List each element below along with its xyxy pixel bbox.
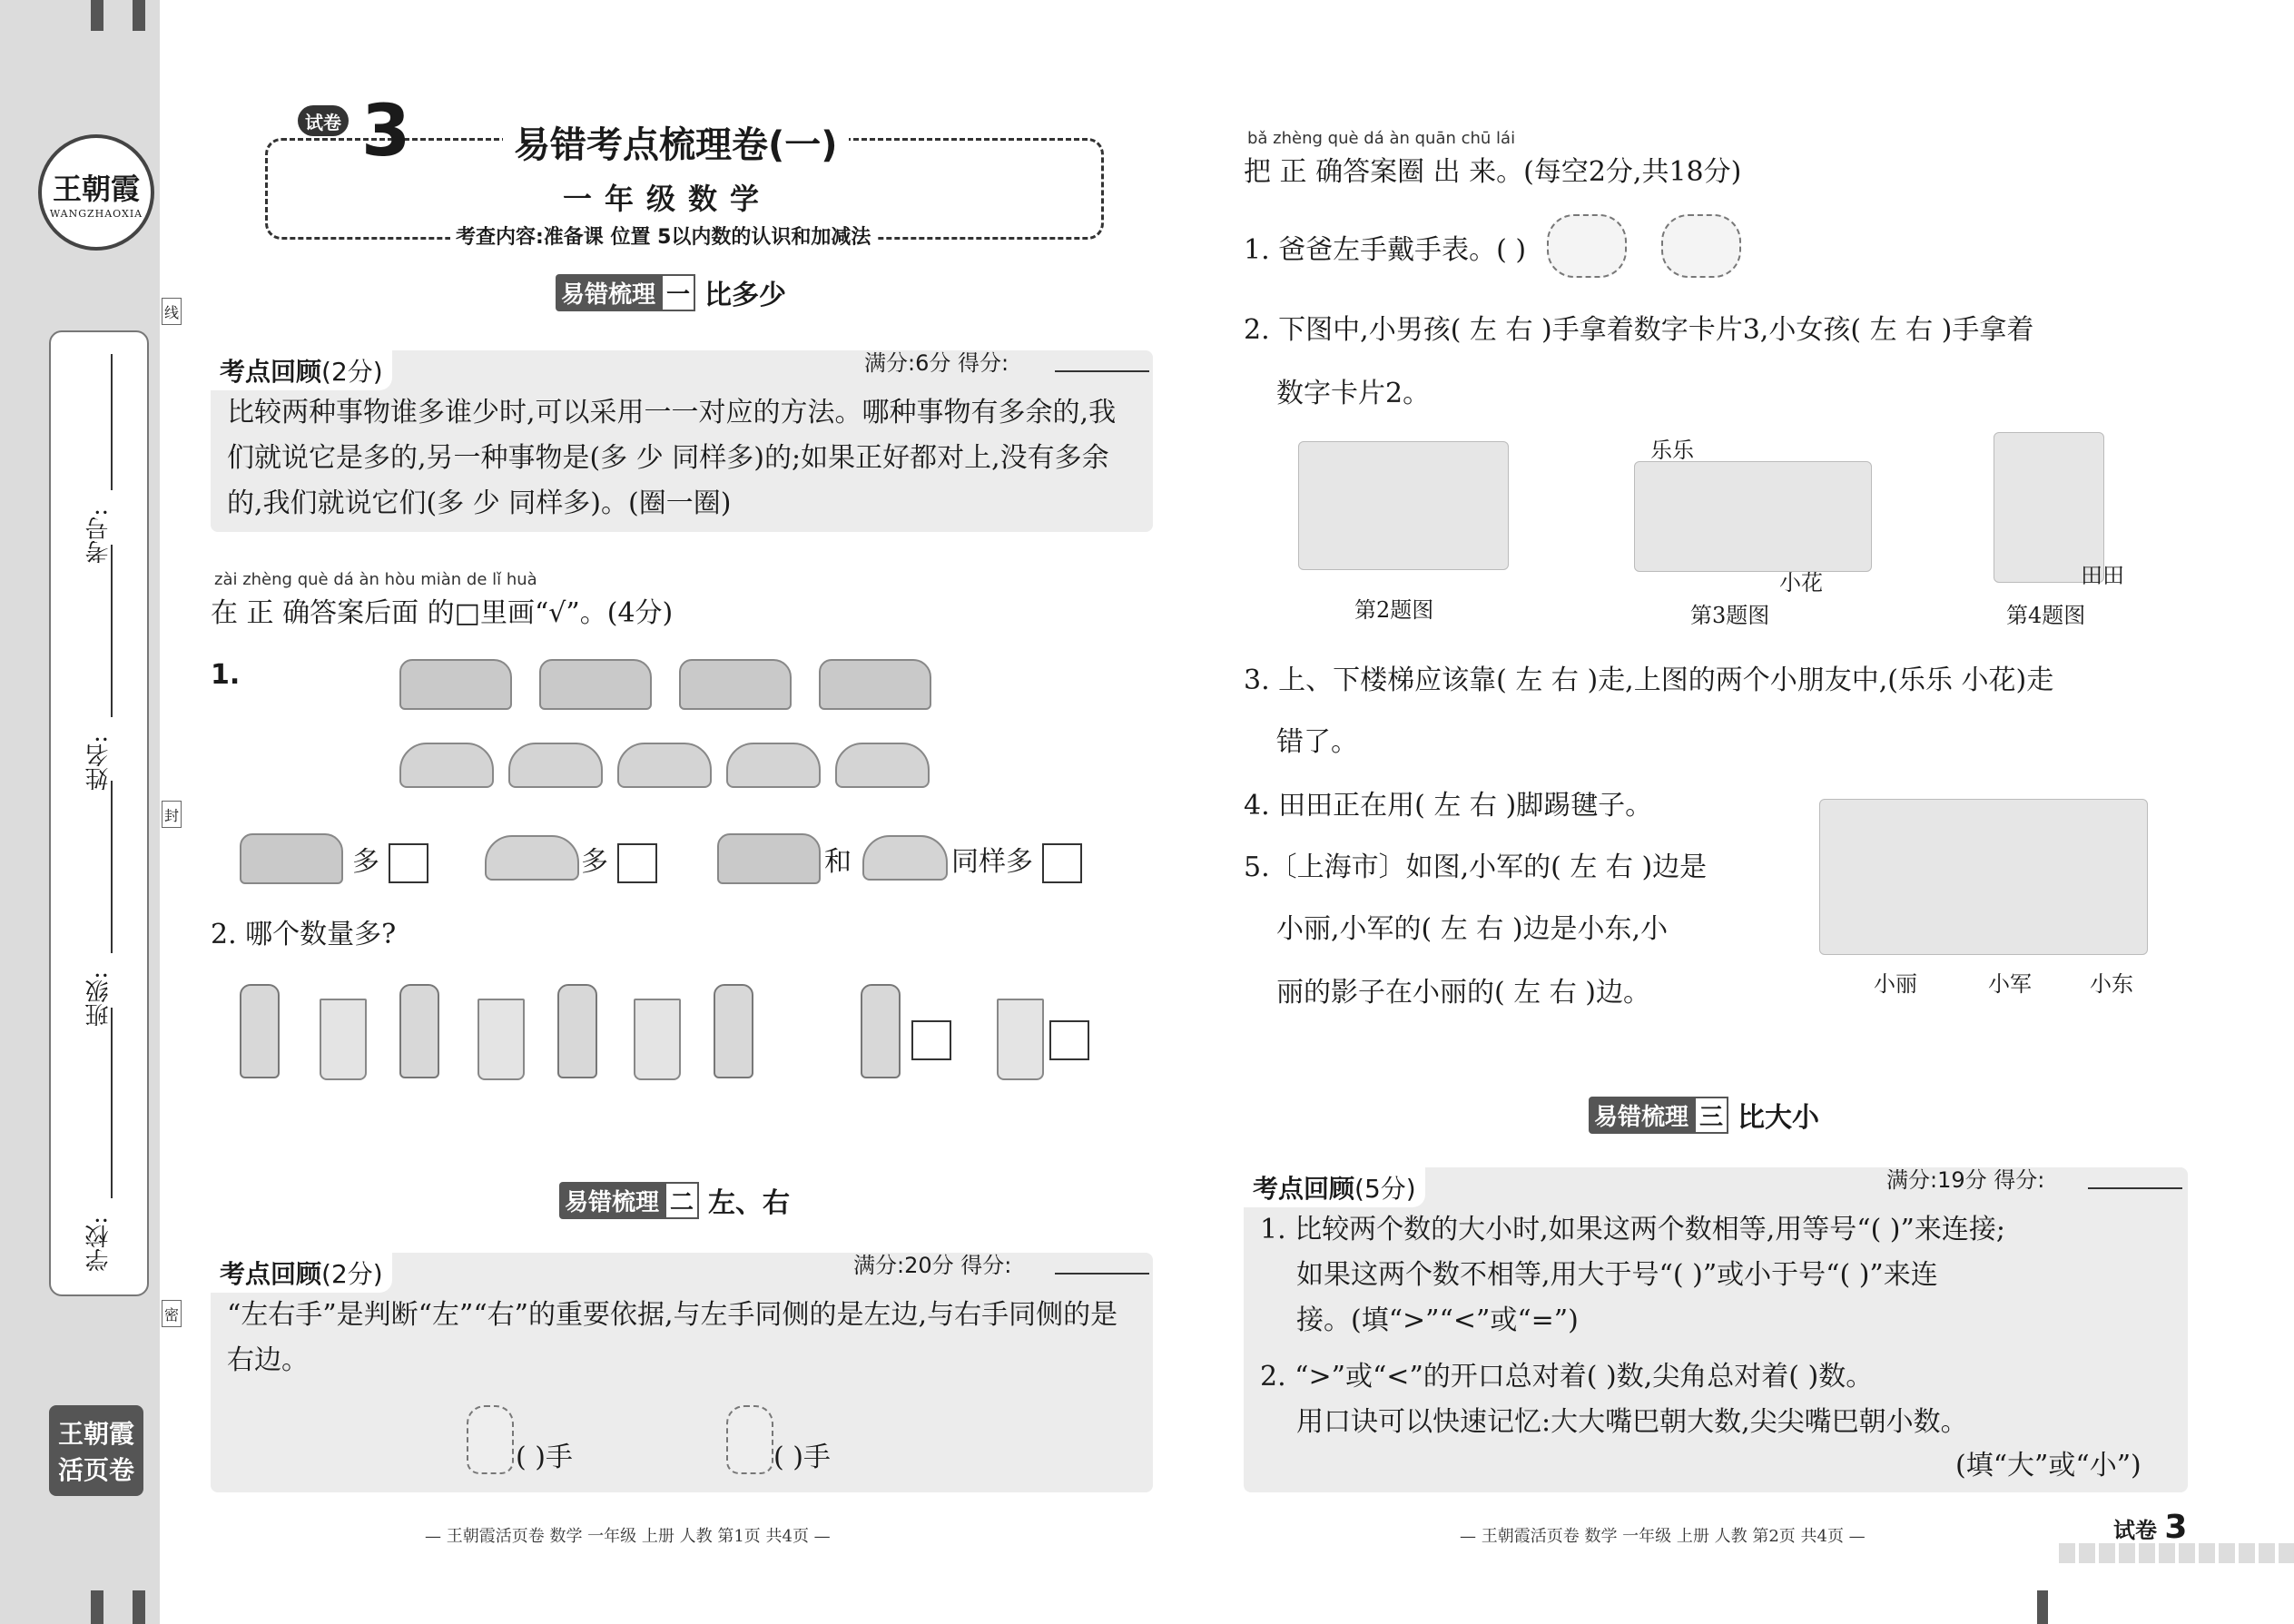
kid-label: 小东 xyxy=(2090,971,2133,997)
figure-3-caption: 第3题图 xyxy=(1690,603,1770,628)
car-icon xyxy=(485,835,579,881)
q2-question: 2. 哪个数量多? xyxy=(211,919,397,950)
hand-icon xyxy=(726,1405,773,1474)
section-2-heading xyxy=(559,1180,790,1220)
answer-more-label: 多 xyxy=(352,839,428,883)
rule-line-5: 用口诀可以快速记忆:大大嘴巴朝大数,尖尖嘴巴朝小数。 xyxy=(1296,1406,1968,1438)
logo-text: 王朝霞 xyxy=(52,171,140,206)
section-1-heading xyxy=(556,272,786,312)
logo-sub: WANGZHAOXIA xyxy=(49,207,143,220)
checkbox-cup-more[interactable] xyxy=(1049,1020,1089,1060)
name-label: 姓名: xyxy=(85,735,113,791)
q2-line1: 2. 下图中,小男孩( 左 右 )手拿着数字卡片3,小女孩( 左 右 )手拿着 xyxy=(1244,314,2034,346)
q5-line3: 丽的影子在小丽的( 左 右 )边。 xyxy=(1276,977,1651,1009)
binding-tick xyxy=(133,0,145,31)
bottle-icon xyxy=(557,984,597,1078)
q2-line2: 数字卡片2。 xyxy=(1276,378,1431,409)
class-label: 班级: xyxy=(85,971,113,1027)
exam-scope: 考查内容:准备课 位置 5以内数的认识和加减法 xyxy=(450,221,876,250)
binding-tick xyxy=(91,1590,103,1624)
binding-mark-secret: 密 xyxy=(162,1300,182,1327)
exam-number: 3 xyxy=(361,91,411,172)
cup-icon xyxy=(478,999,525,1080)
review-text: 比较两种事物谁多谁少时,可以采用一一对应的方法。哪种事物有多余的,我们就说它是多的,另一种事物是(多 少 同样多)的;如果正好都对上,没有多余的,我们就说它们(多 少 同样多)。(圈一圈) xyxy=(227,397,1117,519)
series-logo xyxy=(49,1405,143,1496)
section-tag: 易错梳理 xyxy=(559,1182,665,1219)
car-icon xyxy=(862,835,948,881)
checkbox-bottle-more[interactable] xyxy=(911,1020,951,1060)
rule-line-6: (填“大”或“小”) xyxy=(1955,1450,2141,1481)
q1-number: 1. xyxy=(211,659,241,691)
bus-icon xyxy=(399,659,512,710)
binding-tick xyxy=(2037,1590,2048,1624)
score-line: 满分:20分 得分: xyxy=(853,1253,1012,1278)
figure-3-label-xiaohua: 小花 xyxy=(1779,570,1823,595)
watch-hand-option-a[interactable] xyxy=(1547,214,1627,278)
section-num: 二 xyxy=(665,1182,699,1219)
exam-badge: 试卷 xyxy=(298,105,349,136)
figure-4-caption: 第4题图 xyxy=(2006,603,2086,628)
figure-5-skaters xyxy=(1819,799,2148,955)
bus-icon xyxy=(717,833,821,884)
binding-mark-line: 线 xyxy=(162,298,182,325)
bus-icon xyxy=(679,659,792,710)
q1-question: 1. 爸爸左手戴手表。( ) xyxy=(1244,234,1527,266)
review-label: 考点回顾(2分) xyxy=(211,350,392,390)
id-field[interactable] xyxy=(111,354,113,490)
rule-line-4: 2. “>”或“<”的开口总对着( )数,尖角总对着( )数。 xyxy=(1260,1361,1874,1393)
car-icon xyxy=(726,743,821,788)
car-icon xyxy=(617,743,712,788)
section-num: 三 xyxy=(1694,1097,1728,1134)
cup-icon xyxy=(997,999,1044,1080)
binding-tick xyxy=(91,0,103,31)
class-field[interactable] xyxy=(111,781,113,953)
pinyin-line: bǎ zhèng què dá àn quān chū lái xyxy=(1247,129,1516,148)
score-line: 满分:6分 得分: xyxy=(864,350,1009,376)
section-tag: 易错梳理 xyxy=(1589,1097,1694,1134)
figure-2-caption: 第2题图 xyxy=(1354,597,1434,623)
binding-tick xyxy=(133,1590,145,1624)
pinyin-line: zài zhèng què dá àn hòu miàn de lǐ huà xyxy=(214,570,537,589)
id-label: 考号: xyxy=(85,508,113,564)
score-line: 满分:19分 得分: xyxy=(1886,1167,2045,1193)
cup-icon xyxy=(634,999,681,1080)
bus-icon xyxy=(819,659,931,710)
bottle-icon xyxy=(399,984,439,1078)
footer-left: — 王朝霞活页卷 数学 一年级 上册 人教 第1页 共4页 — xyxy=(425,1527,831,1546)
q5-line1: 5.〔上海市〕如图,小军的( 左 右 )边是 xyxy=(1244,851,1708,883)
student-info-box xyxy=(49,330,149,1296)
answer-more-label: 多 xyxy=(581,839,657,883)
car-icon xyxy=(399,743,494,788)
binding-mark-seal: 封 xyxy=(162,801,182,828)
score-blank[interactable] xyxy=(2088,1187,2182,1189)
section-tag: 易错梳理 xyxy=(556,274,661,311)
car-icon xyxy=(508,743,603,788)
watch-hand-option-b[interactable] xyxy=(1661,214,1741,278)
and-label: 和 xyxy=(824,846,852,878)
figure-3-stairs xyxy=(1634,461,1872,572)
bottle-icon xyxy=(714,984,753,1078)
hand-answer-b[interactable]: ( )手 xyxy=(773,1442,831,1473)
figure-3-label-lele: 乐乐 xyxy=(1650,438,1694,463)
section-name: 左、右 xyxy=(708,1187,791,1219)
publisher-logo xyxy=(38,134,154,251)
bus-icon xyxy=(539,659,652,710)
answer-same-label: 同样多 xyxy=(951,839,1082,883)
score-blank[interactable] xyxy=(1055,1273,1149,1275)
instruction: 把 正 确答案圈 出 来。(每空2分,共18分) xyxy=(1244,156,1742,188)
footer-badge: 试卷 3 xyxy=(2113,1509,2188,1546)
score-blank[interactable] xyxy=(1055,370,1149,372)
review-text: “左右手”是判断“左”“右”的重要依据,与左手同侧的是左边,与右手同侧的是右边。 xyxy=(227,1299,1118,1376)
section-num: 一 xyxy=(661,274,695,311)
car-icon xyxy=(835,743,930,788)
rule-line-1: 1. 比较两个数的大小时,如果这两个数相等,用等号“( )”来连接; xyxy=(1260,1214,2005,1245)
school-label: 学校: xyxy=(85,1216,113,1272)
bottle-icon xyxy=(240,984,280,1078)
hand-icon xyxy=(467,1405,514,1474)
figure-2-children xyxy=(1298,441,1509,570)
hand-answer-a[interactable]: ( )手 xyxy=(516,1442,573,1473)
cup-icon xyxy=(320,999,367,1080)
kid-label: 小丽 xyxy=(1874,971,1917,997)
review-label: 考点回顾(2分) xyxy=(211,1253,392,1293)
q3-line1: 3. 上、下楼梯应该靠( 左 右 )走,上图的两个小朋友中,(乐乐 小花)走 xyxy=(1244,664,2054,696)
school-field[interactable] xyxy=(111,1008,113,1198)
checkbox-car-more[interactable] xyxy=(617,843,657,883)
bus-icon xyxy=(240,833,343,884)
q4-question: 4. 田田正在用( 左 右 )脚踢毽子。 xyxy=(1244,790,1653,822)
name-field[interactable] xyxy=(111,545,113,717)
section-name: 比多少 xyxy=(704,280,787,311)
subject-title: 一年级数学 xyxy=(563,182,773,216)
footer-wave xyxy=(2059,1543,2294,1563)
section-3-heading xyxy=(1589,1095,1819,1135)
instruction: 在 正 确答案后面 的□里画“√”。(4分) xyxy=(211,597,674,629)
bottle-icon xyxy=(861,984,901,1078)
checkbox-bus-more[interactable] xyxy=(389,843,428,883)
rule-line-2: 如果这两个数不相等,用大于号“( )”或小于号“( )”来连 xyxy=(1296,1259,1938,1291)
checkbox-same[interactable] xyxy=(1042,843,1082,883)
q3-line2: 错了。 xyxy=(1276,726,1358,758)
footer-right: — 王朝霞活页卷 数学 一年级 上册 人教 第2页 共4页 — xyxy=(1460,1527,1866,1546)
kid-label: 小军 xyxy=(1988,971,2032,997)
page-title: 易错考点梳理卷(一) xyxy=(503,116,849,168)
q5-line2: 小丽,小军的( 左 右 )边是小东,小 xyxy=(1276,913,1669,945)
series-logo-line1: 王朝霞 xyxy=(57,1419,134,1449)
figure-4-label: 田田 xyxy=(2081,563,2124,588)
review-label: 考点回顾(5分) xyxy=(1244,1167,1425,1207)
section-name: 比大小 xyxy=(1738,1102,1820,1134)
series-logo-line2: 活页卷 xyxy=(57,1455,134,1485)
rule-line-3: 接。(填“>”“<”或“=”) xyxy=(1296,1304,1579,1336)
